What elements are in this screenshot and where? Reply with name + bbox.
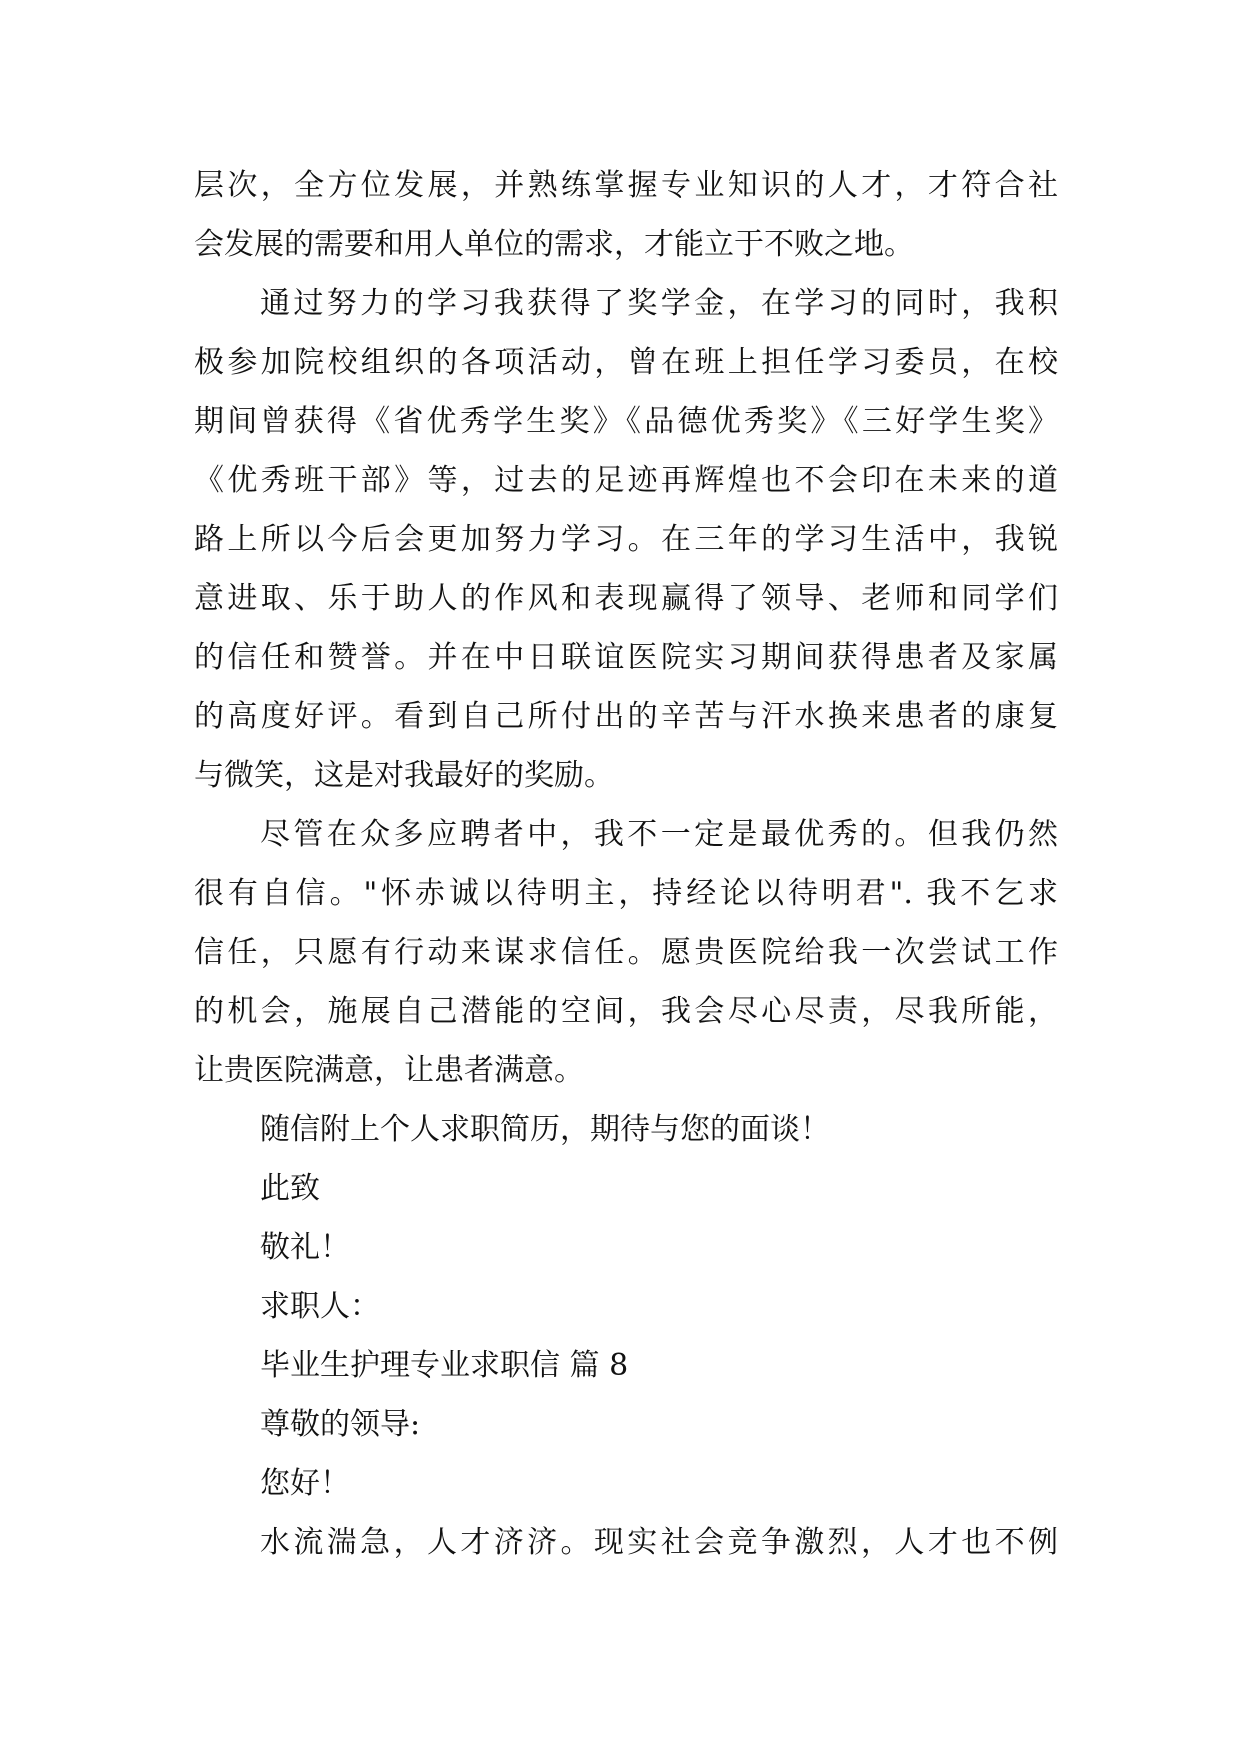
greeting: 您好！	[260, 1466, 350, 1501]
text-line: 的信任和赞誉。并在中日联谊医院实习期间获得患者及家属	[194, 640, 1058, 675]
document-body	[194, 156, 1058, 1572]
closing-salute: 敬礼！	[260, 1230, 350, 1265]
closing-line: 此致	[260, 1171, 320, 1206]
text-line: 期间曾获得《省优秀学生奖》《品德优秀奖》《三好学生奖》	[194, 404, 1058, 439]
resume-attachment-line: 随信附上个人求职简历，期待与您的面谈！	[260, 1112, 830, 1147]
greeting-recipient: 尊敬的领导:	[260, 1407, 421, 1442]
paragraph-start-line: 水流湍急，人才济济。现实社会竞争激烈，人才也不例	[260, 1525, 1058, 1560]
paragraph-start-line: 尽管在众多应聘者中，我不一定是最优秀的。但我仍然	[260, 817, 1058, 852]
signature-label: 求职人：	[260, 1289, 380, 1324]
section-heading: 毕业生护理专业求职信 篇 8	[260, 1348, 629, 1383]
text-line: 《优秀班干部》等，过去的足迹再辉煌也不会印在未来的道	[194, 463, 1058, 498]
text-line: 的机会，施展自己潜能的空间，我会尽心尽责，尽我所能，	[194, 994, 1058, 1029]
text-line: 极参加院校组织的各项活动，曾在班上担任学习委员，在校	[194, 345, 1058, 380]
text-line: 的高度好评。看到自己所付出的辛苦与汗水换来患者的康复	[194, 699, 1058, 734]
paragraph-start-line: 通过努力的学习我获得了奖学金，在学习的同时，我积	[260, 286, 1058, 321]
text-line: 信任，只愿有行动来谋求信任。愿贵医院给我一次尝试工作	[194, 935, 1058, 970]
text-line: 意进取、乐于助人的作风和表现赢得了领导、老师和同学们	[194, 581, 1058, 616]
text-line: 很有自信。"怀赤诚以待明主，持经论以待明君". 我不乞求	[194, 876, 1058, 911]
text-line: 让贵医院满意，让患者满意。	[194, 1053, 584, 1088]
text-line: 路上所以今后会更加努力学习。在三年的学习生活中，我锐	[194, 522, 1058, 557]
text-line: 层次，全方位发展，并熟练掌握专业知识的人才，才符合社	[194, 168, 1058, 203]
text-line: 会发展的需要和用人单位的需求，才能立于不败之地。	[194, 227, 914, 262]
text-line: 与微笑，这是对我最好的奖励。	[194, 758, 614, 793]
